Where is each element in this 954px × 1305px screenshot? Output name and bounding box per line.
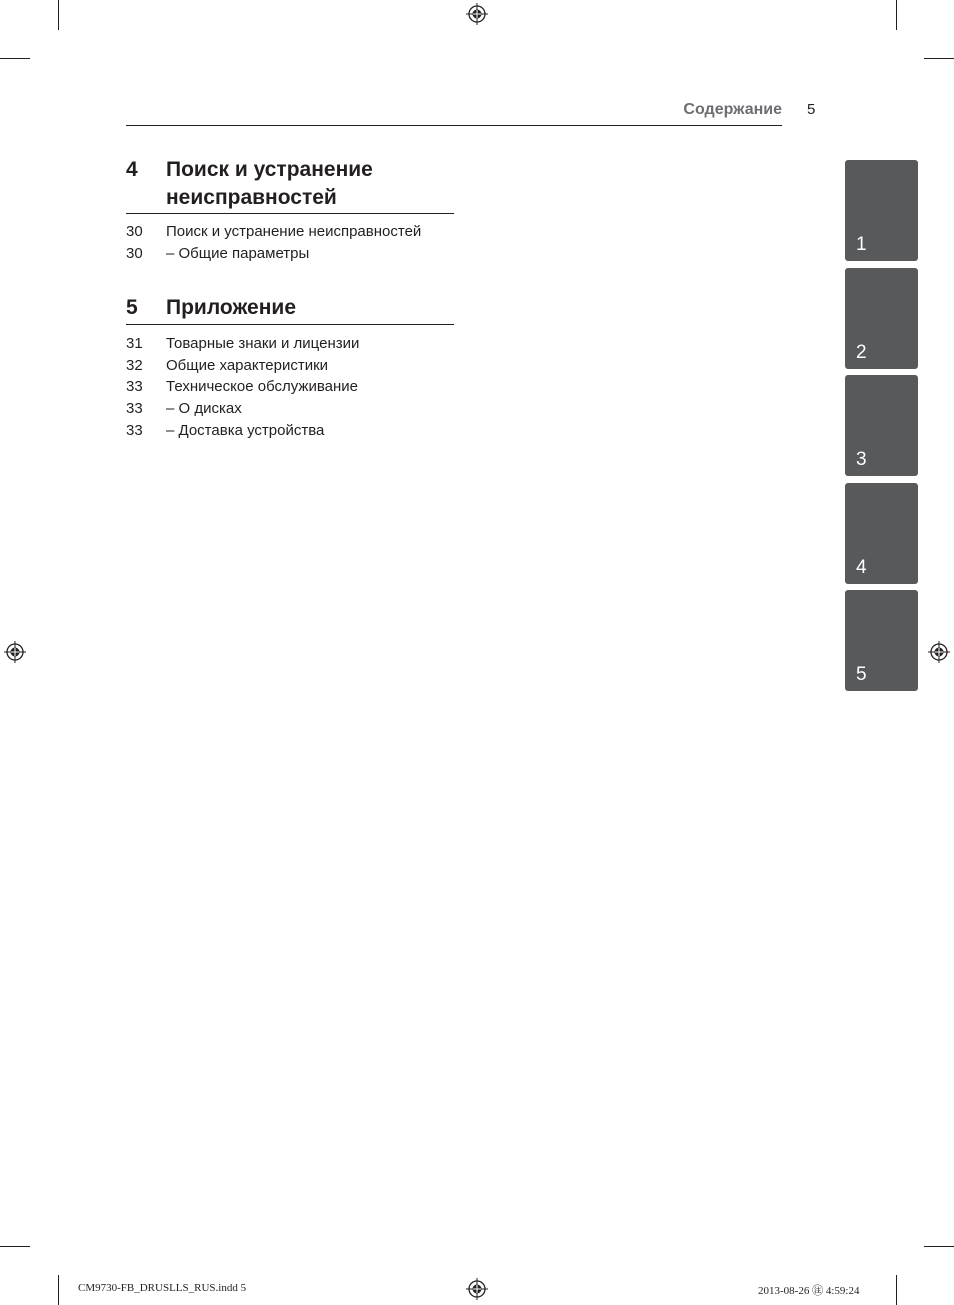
toc-entry-title: Общие характеристики (166, 357, 329, 374)
toc-entry-page: 33 (126, 378, 143, 395)
section-rule (126, 324, 454, 325)
section-title: Поиск и устранение неисправностей (166, 158, 373, 209)
toc-entry-page: 30 (126, 245, 143, 262)
chapter-tab-label: 1 (856, 234, 867, 255)
toc-entry-title: – О дисках (166, 400, 242, 417)
toc-entry-title: Товарные знаки и лицензии (166, 335, 360, 352)
registration-mark-icon (4, 641, 26, 663)
section-rule (126, 213, 454, 214)
chapter-tab-1[interactable] (845, 160, 918, 261)
toc-entry-title: – Доставка устройства (166, 422, 325, 439)
toc-entry-title: Техническое обслуживание (166, 378, 358, 395)
registration-mark-icon (466, 3, 488, 25)
crop-mark-bottom-right-horizontal (924, 1246, 954, 1247)
crop-mark-bottom-right-vertical (896, 1275, 897, 1305)
footer-timestamp: 2013-08-26 ㊟ 4:59:24 (758, 1285, 860, 1297)
chapter-tab-4[interactable] (845, 483, 918, 584)
header-title: Содержание (683, 101, 782, 118)
toc-entry-page: 33 (126, 422, 143, 439)
section-number: 5 (126, 296, 138, 319)
crop-mark-top-left-horizontal (0, 58, 30, 59)
chapter-tab-label: 3 (856, 449, 867, 470)
toc-entry-page: 33 (126, 400, 143, 417)
toc-entry-page: 32 (126, 357, 143, 374)
chapter-tab-2[interactable] (845, 268, 918, 369)
footer-file-name: CM9730-FB_DRUSLLS_RUS.indd 5 (78, 1282, 247, 1294)
section-number: 4 (126, 158, 138, 181)
header-rule (126, 125, 782, 126)
page-number: 5 (807, 101, 816, 118)
crop-mark-top-right-horizontal (924, 58, 954, 59)
toc-entry-page: 31 (126, 335, 143, 352)
registration-mark-icon (928, 641, 950, 663)
crop-mark-top-left-vertical (58, 0, 59, 30)
chapter-tab-label: 4 (856, 557, 867, 578)
toc-entry-title: – Общие параметры (166, 245, 310, 262)
crop-mark-bottom-left-vertical (58, 1275, 59, 1305)
crop-mark-bottom-left-horizontal (0, 1246, 30, 1247)
chapter-tab-label: 5 (856, 664, 867, 685)
chapter-tab-3[interactable] (845, 375, 918, 476)
crop-mark-top-right-vertical (896, 0, 897, 30)
chapter-tab-5[interactable] (845, 590, 918, 691)
toc-entry-page: 30 (126, 223, 143, 240)
chapter-tab-label: 2 (856, 342, 867, 363)
registration-mark-icon (466, 1278, 488, 1300)
section-title: Приложение (166, 296, 297, 319)
toc-entry-title: Поиск и устранение неисправностей (166, 223, 422, 240)
